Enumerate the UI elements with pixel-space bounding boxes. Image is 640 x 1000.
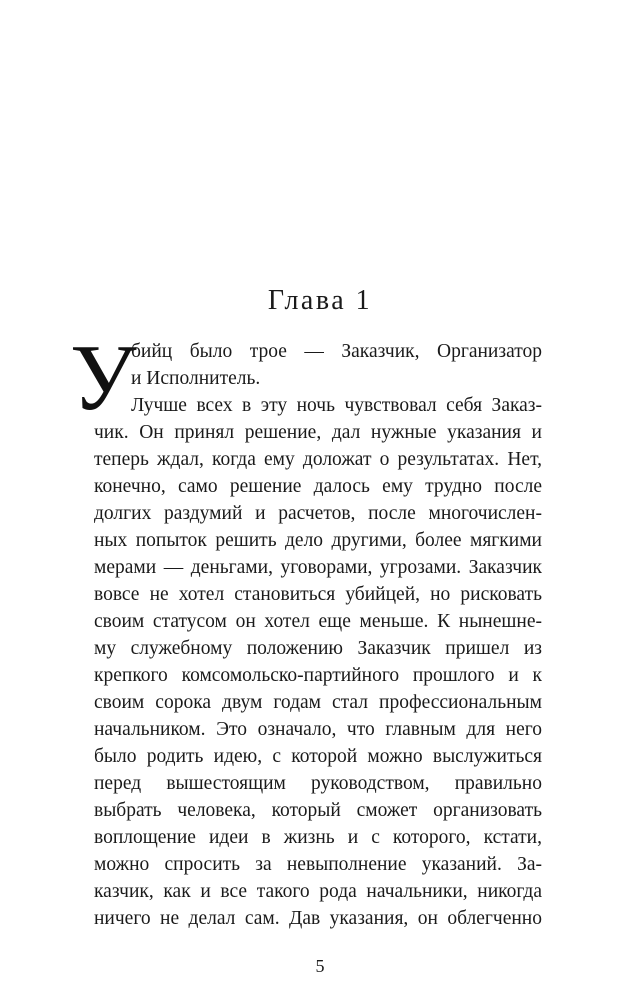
body-line: и Исполнитель. [131, 368, 261, 389]
body-line: воплощение идеи в жизнь и с которого, кстати, [94, 827, 542, 848]
body-line: перед вышестоящим руководством, правильно [94, 773, 542, 794]
body-line: му служебному положению Заказчик пришел из [94, 638, 542, 659]
body-line: теперь ждал, когда ему доложат о результатах. Нет, [94, 449, 542, 470]
body-line: крепкого комсомольско-партийного прошлого и к [94, 665, 542, 686]
body-line: своим сорока двум годам стал профессиональным [94, 692, 542, 713]
body-line: своим статусом он хотел еще меньше. К нынешне- [94, 611, 542, 632]
page-number: 5 [315, 956, 325, 976]
body-line: мерами — деньгами, уговорами, угрозами. Заказчик [94, 557, 542, 578]
drop-cap: У [70, 326, 137, 430]
body-line: начальником. Это означало, что главным для него [94, 719, 542, 740]
body-line: конечно, само решение далось ему трудно после [94, 476, 542, 497]
body-line: ных попыток решить дело другими, более мягкими [94, 530, 542, 551]
body-line: можно спросить за невыполнение указаний. За- [94, 854, 542, 875]
body-line: бийц было трое — Заказчик, Организатор [131, 341, 542, 362]
body-line: вовсе не хотел становиться убийцей, но рисковать [94, 584, 542, 605]
chapter-title: Глава 1 [267, 285, 373, 316]
body-line: долгих раздумий и расчетов, после многочислен- [94, 503, 542, 524]
body-line: ничего не делал сам. Дав указания, он облегченно [94, 908, 542, 929]
body-line: казчик, как и все такого рода начальники, никогда [94, 881, 542, 902]
body-line: выбрать человека, который сможет организовать [94, 800, 542, 821]
body-line: чик. Он принял решение, дал нужные указания и [94, 422, 542, 443]
body-line: было родить идею, с которой можно выслужиться [94, 746, 542, 767]
body-line: Лучше всех в эту ночь чувствовал себя Заказ- [131, 395, 542, 416]
